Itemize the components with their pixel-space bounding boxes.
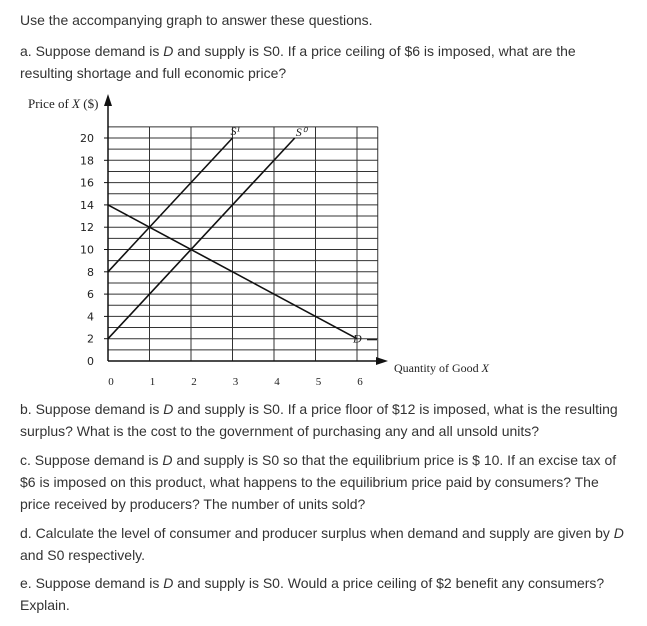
question-b-demand: D (163, 401, 174, 417)
y-axis-arrow (104, 94, 112, 106)
y-tick-label-18: 18 (80, 154, 94, 168)
question-e-end: and supply is S0. Would a price ceiling of $2 benefit any consumers? Explain. (20, 575, 605, 613)
y-tick-label-14: 14 (80, 198, 94, 212)
y-tick-label-0: 0 (87, 355, 94, 368)
y-tick-label-8: 8 (87, 265, 94, 279)
question-c (20, 449, 632, 515)
x-tick-label-1: 1 (149, 376, 156, 388)
x-tick-label-5: 5 (315, 376, 322, 388)
y-tick-label-2: 2 (87, 332, 94, 346)
y-tick-label-10: 10 (80, 243, 94, 257)
question-e-start: e. Suppose demand is (20, 575, 164, 591)
question-d-demand: D (613, 525, 624, 541)
y-tick-label-4: 4 (87, 310, 94, 324)
question-c-start: c. Suppose demand is (20, 452, 163, 468)
x-tick-label-0: 0 (108, 376, 114, 388)
y-tick-label-16: 16 (80, 176, 94, 190)
series-label-0: S¹ (230, 124, 241, 138)
chart-grid (108, 127, 378, 361)
x-tick-label-6: 6 (357, 376, 363, 388)
y-tick-label-20: 20 (80, 132, 94, 145)
chart-series (108, 124, 377, 346)
question-a-end: and supply is S0. If a price ceiling of $6 is imposed, what are the resulting shortage and full economic price? (20, 43, 576, 81)
x-tick-label-4: 4 (274, 376, 280, 388)
question-a-start: a. Suppose demand is (20, 43, 164, 59)
question-a-demand: D (163, 43, 174, 59)
question-b-start: b. Suppose demand is (20, 401, 164, 417)
y-tick-label-6: 6 (87, 288, 94, 302)
intro-text: Use the accompanying graph to answer these questions. (20, 12, 373, 28)
x-tick-label-3: 3 (232, 376, 239, 388)
question-e (20, 572, 632, 616)
question-c-end: and supply is S0 so that the equilibrium price is $ 10. If an excise tax of $6 is imposed on this product, what happens to the equilibrium price paid by consumers? The price received by producers? The number of units sold? (20, 452, 617, 512)
question-c-demand: D (162, 452, 173, 468)
y-tick-label-12: 12 (80, 221, 94, 235)
series-label-2: D (353, 331, 362, 346)
question-b (20, 398, 632, 442)
question-d (20, 522, 632, 566)
question-b-end: and supply is S0. If a price floor of $12 is imposed, what is the resulting surplus? What is the cost to the government of purchasing any and all unsold units? (20, 401, 618, 439)
series-label-1: S⁰ (295, 125, 307, 139)
x-axis-label: Quantity of Good X (394, 361, 489, 375)
question-e-demand: D (163, 575, 174, 591)
question-d-start: d. Calculate the level of consumer and producer surplus when demand and supply are given by (20, 525, 614, 541)
x-tick-label-2: 2 (191, 376, 197, 388)
question-d-end: and S0 respectively. (20, 547, 146, 563)
y-axis-label: Price of X ($) (28, 96, 99, 111)
x-axis-arrow (376, 357, 388, 365)
